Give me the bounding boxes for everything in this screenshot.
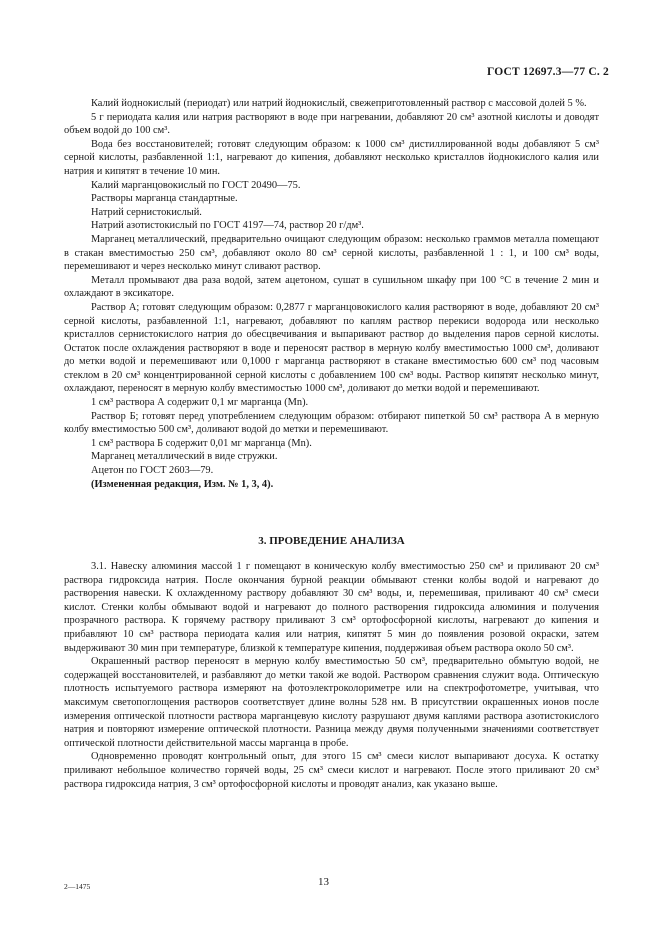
footer-code: 2—1475 [64,882,91,891]
paragraph: 1 см³ раствора Б содержит 0,01 мг марганца (Мn). [91,437,312,449]
paragraph: Натрий сернистокислый. [91,206,202,218]
page-header: ГОСТ 12697.3—77 С. 2 [486,66,609,78]
paragraph: Окрашенный раствор переносят в мерную колбу вместимостью 50 см³, предварительно обмытую водой, не содержащей восстановителей, и разбавляют до метки такой же водой. Раствором сравнения служит вода. Оптическую плотность испытуемого раствора измеряют на фотоэлектроколориметре или на спектрофотометре, учитывая, что максимум светопоглощения растворов соответствует длине волны 528 нм. В присутствии окрашенных ионов после измерения оптической плотности раствора марганцевую кислоту разрушают двумя каплями раствора азотистокислого натрия и повторяют измерение оптической плотности. Разница между двумя полученными значениями соответствует оптической плотности действительной массы марганца в пробе. [64,656,599,749]
paragraph: Калий марганцовокислый по ГОСТ 20490—75. [91,179,301,191]
paragraph: 3.1. Навеску алюминия массой 1 г помещают в коническую колбу вместимостью 250 см³ и приливают 20 см³ раствора гидроксида натрия. После окончания бурной реакции обмывают стенки колбы водой и нагревают до растворения навески. К охлажденному раствору добавляют 30 см³ воды, и, перемешивая, приливают 40 см³ смеси кислот. Стенки колбы обмывают водой и нагревают до полного растворения гидроксида алюминия и получения прозрачного раствора. К горячему раствору приливают 3 см³ ортофосфорной кислоты, нагревают до кипения и прибавляют 10 см³ раствора периодата калия или натрия, кипятят 5 мин до появления розовой окраски, затем выдерживают 30 мин при температуре, близкой к температуре кипения, поддерживая объем раствора около 50 см³. [64,561,599,654]
paragraph: Металл промывают два раза водой, затем ацетоном, сушат в сушильном шкафу при 100 °С в течение 2 мин и охлаждают в эксикаторе. [64,274,599,300]
paragraph: Калий йоднокислый (периодат) или натрий йоднокислый, свежеприготовленный раствор с массовой долей 5 %. [91,98,587,109]
paragraph: Растворы марганца стандартные. [91,193,238,205]
paragraph: Раствор Б; готовят перед употреблением следующим образом: отбирают пипеткой 50 см³ раствора А в мерную колбу вместимостью 500 см³, доливают водой до метки и перемешивают. [64,410,599,436]
paragraph: Марганец металлический, предварительно очищают следующим образом: несколько граммов металла помещают в стакан вместимостью 250 см³, добавляют около 80 см³ серной кислоты, разбавленной 1 : 1, и 100 см³ воды, перемешивают и через несколько минут сливают раствор. [64,233,599,273]
paragraph: 5 г периодата калия или натрия растворяют в воде при нагревании, добавляют 20 см³ азотной кислоты и доводят объем водой до 100 см³. [64,111,599,137]
edition-note: (Измененная редакция, Изм. № 1, 3, 4). [91,478,274,490]
page-number: 13 [318,876,329,888]
paragraph: 1 см³ раствора А содержит 0,1 мг марганца (Мn). [91,397,309,409]
section-title: 3. ПРОВЕДЕНИЕ АНАЛИЗА [258,535,405,547]
reagents-list [64,97,599,491]
paragraph: Одновременно проводят контрольный опыт, для этого 15 см³ смеси кислот выпаривают досуха. К остатку приливают небольшое количество горячей воды, 25 см³ смеси кислот и нагревают. После этого приливают 20 см³ раствора гидроксида натрия, 3 см³ ортофосфорной кислоты и проводят анализ, как указано выше. [64,751,599,790]
paragraph: Вода без восстановителей; готовят следующим образом: к 1000 см³ дистиллированной воды добавляют 5 см³ серной кислоты, разбавленной 1:1, нагревают до кипения, добавляют несколько кристаллов йоднокислого калия или натрия и кипятят в течение 10 мин. [64,138,599,177]
analysis-section [64,560,599,791]
paragraph: Раствор А; готовят следующим образом: 0,2877 г марганцовокислого калия растворяют в воде, добавляют 20 см³ серной кислоты, разбавленной 1:1, нагревают, добавляют по каплям раствор перекиси водорода или несколько кристаллов сернистокислого натрия до обесцвечивания и выпаривают раствор до выделения паров серной кислоты. Остаток после охлаждения растворяют в воде и переносят раствор в мерную колбу вместимостью 1000 см³, доливают до метки водой и перемешивают или 0,1000 г марганца растворяют в стакане вместимостью 600 см³ под часовым стеклом в 20 см³ концентрированной серной кислоты с добавлением 100 см³ воды. Раствор кипятят несколько минут, охлаждают, переносят в мерную колбу вместимостью 1000 см³, доливают до метки водой и перемешивают. [64,301,599,395]
paragraph: Натрий азотистокислый по ГОСТ 4197—74, раствор 20 г/дм³. [91,220,364,232]
paragraph: Ацетон по ГОСТ 2603—79. [91,465,214,477]
paragraph: Марганец металлический в виде стружки. [91,451,278,463]
